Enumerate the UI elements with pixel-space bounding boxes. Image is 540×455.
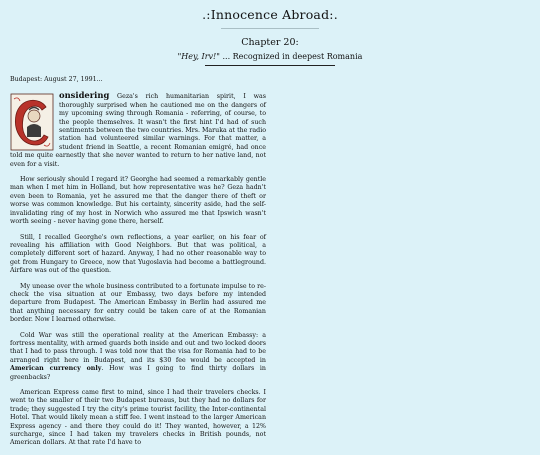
dateline: Budapest: August 27, 1991... — [10, 76, 103, 83]
title-divider — [221, 28, 319, 29]
lead-word: onsidering — [59, 90, 110, 101]
paragraph-4: My unease over the whole business contributed to a fortunate impulse to re-check the visa situation at our Embassy, two days before my intended departure from Budapest. The American Embassy in Berlin had assured me that anything necessary for entry could be taken care of at the Romanian border. Now I learned otherwise. — [10, 282, 266, 324]
chapter-subtitle — [0, 52, 540, 61]
illuminated-dropcap-icon — [10, 93, 54, 151]
paragraph-2: How seriously should I regard it? Georghe had seemed a remarkably gentle man when I met him in Holland, but how representative was he? Geza hadn't even been to Romania, yet he assured me that the danger there of theft or worse was common knowledge. But his certainty, sincerity aside, had the self-invalidating ring of my host in Norwich who assured me that Ipswich wasn't worth seeing - never having gone there, herself. — [10, 176, 266, 226]
paragraph-5-text-a: Cold War was still the operational reality at the American Embassy: a fortress mentality, with armed guards both inside and out and two locked doors that I had to pass through. I was told now that the visa for Romania had to be arranged right here in Budapest, and its $30 fee would be accepted in — [10, 331, 266, 364]
paragraph-3: Still, I recalled Georghe's own reflections, a year earlier, on his fear of revealing his affiliation with Good Neighbors. But that was political, a completely different sort of hazard. Anyway, I had no other reasonable way to get from Hungary to Greece, now that Yugoslavia had become a battleground. Airfare was out of the question. — [10, 233, 266, 275]
paragraph-1 — [10, 91, 266, 169]
paragraph-5 — [10, 332, 266, 382]
chapter-heading: Chapter 20: — [241, 37, 299, 48]
subtitle-quote: "Hey, Irv!" — [177, 52, 220, 61]
paragraph-1-text: Geza's rich humanitarian spirit, I was thoroughly surprised when he cautioned me on the dangers of my upcoming swing through Romania - referring, of course, to the people themselves. It wasn't the first hint I'd had of such sentiments between the two countries. Mrs. Maruka at the radio station had volunteered similar warnings. For that matter, a student friend in Seattle, a recent Romanian emigré, had once told me quite earnestly that she never wanted to return to her native land, not even for a visit. — [10, 93, 266, 168]
currency-emphasis: American currency only — [10, 365, 102, 373]
paragraph-6: American Express came first to mind, since I had their travelers checks. I went to the smaller of their two Budapest bureaus, but they had no dollars for trade; they suggested I try the city's prime tourist facility, the Inter-continental Hotel. That would likely mean a stiff fee. I went instead to the larger American Express agency - and there they could do it! They wanted, however, a 12% surcharge, since I had taken my travelers checks in British pounds, not American dollars. At that rate I'd have to — [10, 389, 266, 447]
site-title: .:Innocence Abroad:. — [202, 7, 338, 22]
subtitle-divider — [205, 65, 335, 66]
subtitle-text: ... Recognized in deepest Romania — [219, 52, 363, 61]
header — [0, 0, 540, 66]
article-body — [10, 76, 266, 455]
paragraph-5-text-b: . How was I going to find thirty dollars in greenbacks? — [10, 365, 266, 381]
